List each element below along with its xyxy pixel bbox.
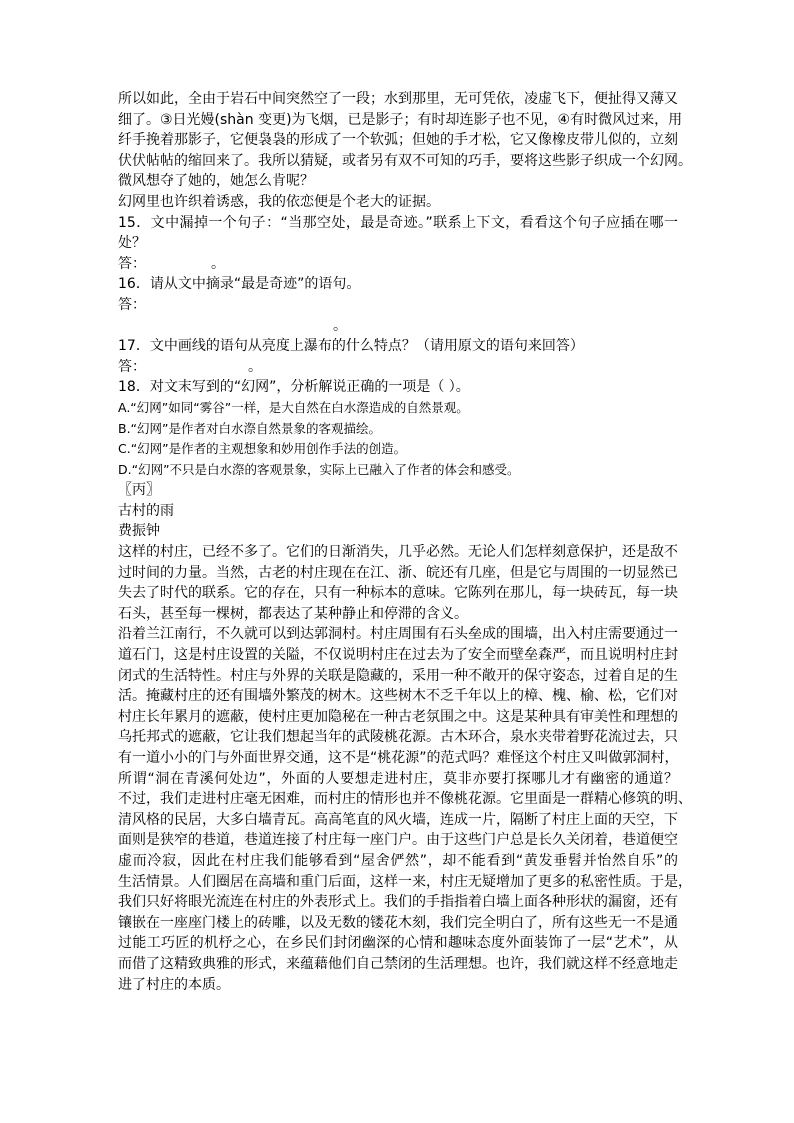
option-a: A.“幻网”如同“雾谷”一样，是大自然在白水漈造成的自然景观。 <box>118 399 469 415</box>
passage-line: 所以如此，全由于岩石中间突然空了一段；水到那里，无可凭依，凌虚飞下，便扯得又薄又 <box>118 91 678 107</box>
answer-blank-dot: 。 <box>333 317 347 334</box>
answer-blank-dot: 。 <box>211 255 225 272</box>
article-author: 费振钟 <box>118 523 160 540</box>
question-15: 15．文中漏掉一个句子：“当那空处，最是奇迹。”联系上下文，看看这个句子应插在哪一 <box>118 214 678 231</box>
passage-line: 进了村庄的本质。 <box>118 976 230 993</box>
document-page <box>118 89 692 995</box>
passage-line: 过时间的力量。当然，古老的村庄现在在江、浙、皖还有几座，但是它与周围的一切显然已 <box>118 564 678 581</box>
passage-line: 微风想夺了她的，她怎么肯呢？ <box>118 173 314 190</box>
passage-line: 不过，我们走进村庄毫无困难，而村庄的情形也并不像桃花源。它里面是一群精心修筑的明、 <box>118 791 692 808</box>
passage-line: 活。掩藏村庄的还有围墙外繁茂的树木。这些树木不乏千年以上的樟、槐、榆、松，它们对 <box>118 688 678 705</box>
question-16: 16．请从文中摘录“最是奇迹”的语句。 <box>118 276 361 293</box>
passage-line: 而借了这精致典雅的形式，来蕴藉他们自己禁闭的生活理想。也许，我们就这样不经意地走 <box>118 955 678 972</box>
question-18: 18．对文末写到的“幻网”，分析解说正确的一项是（ ）。 <box>118 379 470 396</box>
article-title: 古村的雨 <box>118 502 174 519</box>
answer-label: 答： <box>118 255 139 272</box>
option-d: D.“幻网”不只是白水漈的客观景象，实际上已融入了作者的体会和感受。 <box>118 461 520 477</box>
passage-line: 沿着兰江南行，不久就可以到达郭洞村。村庄周围有石头垒成的围墙，出入村庄需要通过一 <box>118 626 678 643</box>
passage-line: 幻网里也许织着诱惑，我的依恋便是个老大的证据。 <box>118 193 440 210</box>
section-marker: 〖丙〗 <box>118 482 160 499</box>
answer-blank-dot: 。 <box>248 358 262 375</box>
passage-line: 有一道小小的门与外面世界交通，这不是“桃花源”的范式吗？难怪这个村庄又叫做郭洞村， <box>118 750 679 766</box>
question-17: 17．文中画线的语句从亮度上瀑布的什么特点？（请用原文的语句来回答） <box>118 338 584 355</box>
passage-line: 生活情景。人们圈居在高墙和重门后面，这样一来，村庄无疑增加了更多的私密性质。于是， <box>118 873 692 890</box>
passage-line: 面则是狭窄的巷道，巷道连接了村庄每一座门户。由于这些门户总是长久关闭着，巷道便空 <box>118 832 678 849</box>
passage-line: 我们只好将眼光流连在村庄的外表形式上。我们的手指指着白墙上面各种形状的漏窗，还有 <box>118 894 678 911</box>
passage-line: 所谓“洞在青溪何处边”，外面的人要想走进村庄，莫非亦要打探哪儿才有幽密的通道？ <box>118 770 678 787</box>
answer-label: 答： <box>118 358 139 375</box>
passage-line: 乌托邦式的遮蔽，它让我们想起当年的武陵桃花源。古木环合，泉水夹带着野花流过去，只 <box>118 729 678 746</box>
passage-line: 失去了时代的联系。它的存在，只有一种标本的意味。它陈列在那儿，每一块砖瓦，每一块 <box>118 585 678 602</box>
question-15-cont: 处？ <box>118 235 146 252</box>
passage-line: 纤手挽着那影子，它便袅袅的形成了一个软弧；但她的手才松，它又像橡皮带儿似的，立刻 <box>118 132 678 149</box>
passage-line: 细了。③日光嫚(shàn 变更)为飞烟，已是影子；有时却连影子也不见，④有时微风过来，用 <box>118 111 683 128</box>
passage-line: 伏伏帖帖的缩回来了。我所以猜疑，或者另有双不可知的巧手，要将这些影子织成一个幻网。 <box>118 152 692 169</box>
option-c: C.“幻网”是作者的主观想象和妙用创作手法的创造。 <box>118 441 407 457</box>
passage-line: 过能工巧匠的机杼之心，在乡民们封闭幽深的心情和趣味态度外面装饰了一层“艺术”，从 <box>118 935 678 952</box>
answer-16: 答： <box>118 296 146 313</box>
passage-line: 道石门，这是村庄设置的关隘，不仅说明村庄在过去为了安全而壁垒森严，而且说明村庄封 <box>118 647 678 664</box>
answer-15 <box>118 254 678 275</box>
passage-line: 这样的村庄，已经不多了。它们的日渐消失，几乎必然。无论人们怎样刻意保护，还是敌不 <box>118 544 678 561</box>
passage-line: 镶嵌在一座座门楼上的砖雕，以及无数的镂花木刻，我们完全明白了，所有这些无一不是通 <box>118 914 678 931</box>
passage-line: 闭式的生活特性。村庄与外界的关联是隐藏的，采用一种不敞开的保守姿态，过着自足的生 <box>118 667 678 684</box>
passage-line: 清风格的民居，大多白墙青瓦。高高笔直的风火墙，连成一片，隔断了村庄上面的天空，下 <box>118 811 678 828</box>
answer-16-blank <box>118 316 678 337</box>
passage-line: 村庄长年累月的遮蔽，使村庄更加隐秘在一种古老氛围之中。这是某种具有审美性和理想的 <box>118 708 678 725</box>
passage-line: 石头，甚至每一棵树，都表达了某种静止和停滞的含义。 <box>118 605 468 622</box>
passage-line: 虚而冷寂，因此在村庄我们能够看到“屋舍俨然”，却不能看到“黄发垂髫并怡然自乐”的 <box>118 852 678 869</box>
option-b: B.“幻网”是作者对白水漈自然景象的客观描绘。 <box>118 420 382 436</box>
answer-17 <box>118 357 678 378</box>
